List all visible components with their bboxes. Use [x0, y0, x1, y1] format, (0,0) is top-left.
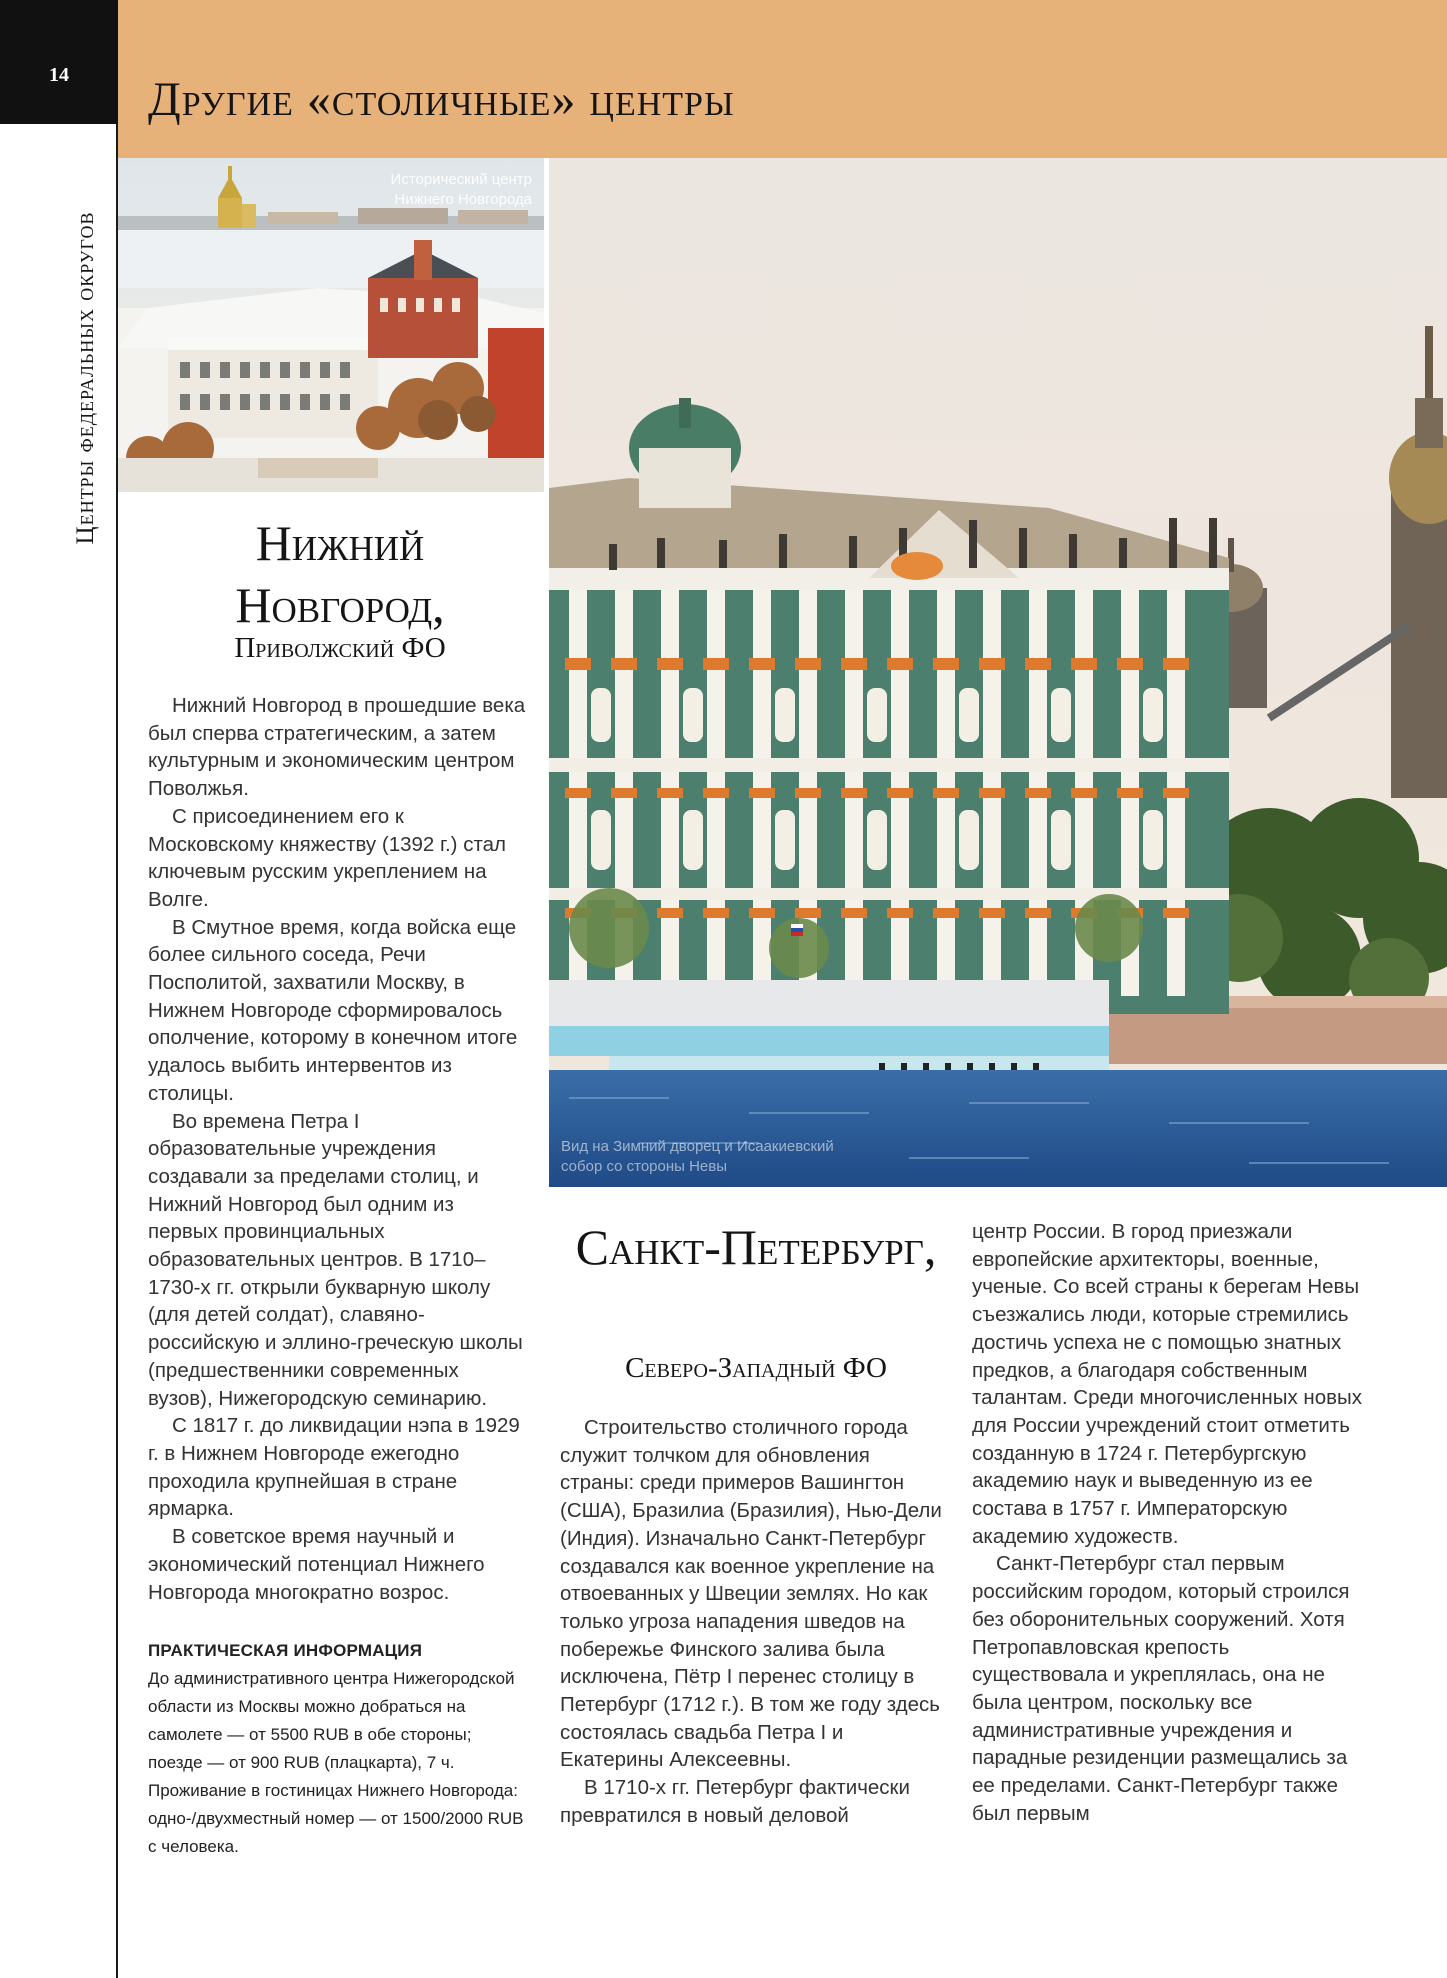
winter-palace-photo [549, 158, 1447, 1187]
spb-paragraph: центр России. В город приезжали европейские архитекторы, военные, ученые. Со всей страны к берегам Невы съезжались люди, которые стремились достичь успеха не с помощью знатных предков, а благодаря собственным талантам. Среди многочисленных новых для России учреждений стоит отметить созданную в 1724 г. Петербургскую академию наук и выведенную из ее состава в 1757 г. Императорскую академию художеств. [972, 1220, 1363, 1548]
nizhny-novgorod-photo [118, 158, 544, 492]
page-number-box [0, 0, 118, 124]
nizhny-title: Нижний Новгород, [235, 515, 445, 633]
winter-palace-illustration [549, 158, 1447, 1187]
spb-district: Северо-Западный ФО [625, 1352, 887, 1384]
nizhny-paragraph: С присоединением его к Московскому княжеству (1392 г.) стал ключевым русским укреплением на Волге. [148, 804, 506, 911]
spb-paragraph: В 1710-х гг. Петербург фактически превратился в новый деловой [560, 1776, 910, 1827]
spb-article-column-1 [560, 1414, 942, 1830]
nizhny-paragraph: В советское время научный и экономический потенциал Нижнего Новгорода многократно возрос. [148, 1525, 485, 1604]
practical-info-heading: ПРАКТИЧЕСКАЯ ИНФОРМАЦИЯ [148, 1641, 423, 1660]
nizhny-district: Приволжский ФО [234, 632, 446, 664]
practical-info-text: До административного центра Нижегородской области из Москвы можно добраться на самолете — от 5500 RUB в обе стороны; поезде — от 900 RUB (плацкарта), 7 ч. Проживание в гостиницах Нижнего Новгорода: одно-/двухместный номер — от 1500/2000 RUB с человека. [148, 1669, 524, 1856]
page-title: Другие «столичные» центры [148, 73, 735, 126]
spb-article-column-2 [972, 1218, 1362, 1827]
nizhny-photo-caption: Исторический центр Нижнего Новгорода [390, 171, 532, 208]
page-number: 14 [49, 64, 69, 86]
spb-paragraph: Санкт-Петербург стал первым российским городом, который строился без оборонительных сооружений. Хотя Петропавловская крепость существовала и укреплялась, она не была центром, поскольку все административные учреждения и парадные резиденции размещались за ее пределами. Санкт-Петербург также был первым [972, 1552, 1350, 1825]
section-label-text: Центры федеральных округов [72, 211, 99, 545]
spb-title: Санкт-Петербург, [575, 1219, 937, 1275]
nizhny-paragraph: В Смутное время, когда войска еще более сильного соседа, Речи Посполитой, захватили Москву, в Нижнем Новгороде сформировалось ополчение, которому в конечном итоге удалось выбить интервентов из столицы. [148, 915, 518, 1105]
nizhny-paragraph: Нижний Новгород в прошедшие века был сперва стратегическим, а затем культурным и экономическим центром Поволжья. [148, 694, 526, 801]
nizhny-paragraph: С 1817 г. до ликвидации нэпа в 1929 г. в Нижнем Новгороде ежегодно проходила крупнейшая в стране ярмарка. [148, 1414, 520, 1521]
nizhny-paragraph: Во времена Петра I образовательные учреждения создавали за пределами столиц, и Нижний Новгород был одним из первых провинциальных образовательных центров. В 1710–1730-х гг. открыли букварную школу (для детей солдат), славяно-российскую и эллино-греческую школы (предшественники современных вузов), Нижегородскую семинарию. [148, 1109, 523, 1410]
spb-photo-caption: Вид на Зимний дворец и Исаакиевский собор со стороны Невы [561, 1138, 834, 1175]
nizhny-article [148, 692, 526, 1606]
practical-info [148, 1637, 528, 1861]
spb-paragraph: Строительство столичного города служит толчком для обновления страны: среди примеров Вашингтон (США), Бразилиа (Бразилия), Нью-Дели (Индия). Изначально Санкт-Петербург создавался как военное укрепление на отвоеванных у Швеции землях. Но как только угроза нападения шведов на побережье Финского залива была исключена, Пётр I перенес столицу в Петербург (1712 г.). В том же году здесь состоялась свадьба Петра I и Екатерины Алексеевны. [560, 1416, 942, 1772]
